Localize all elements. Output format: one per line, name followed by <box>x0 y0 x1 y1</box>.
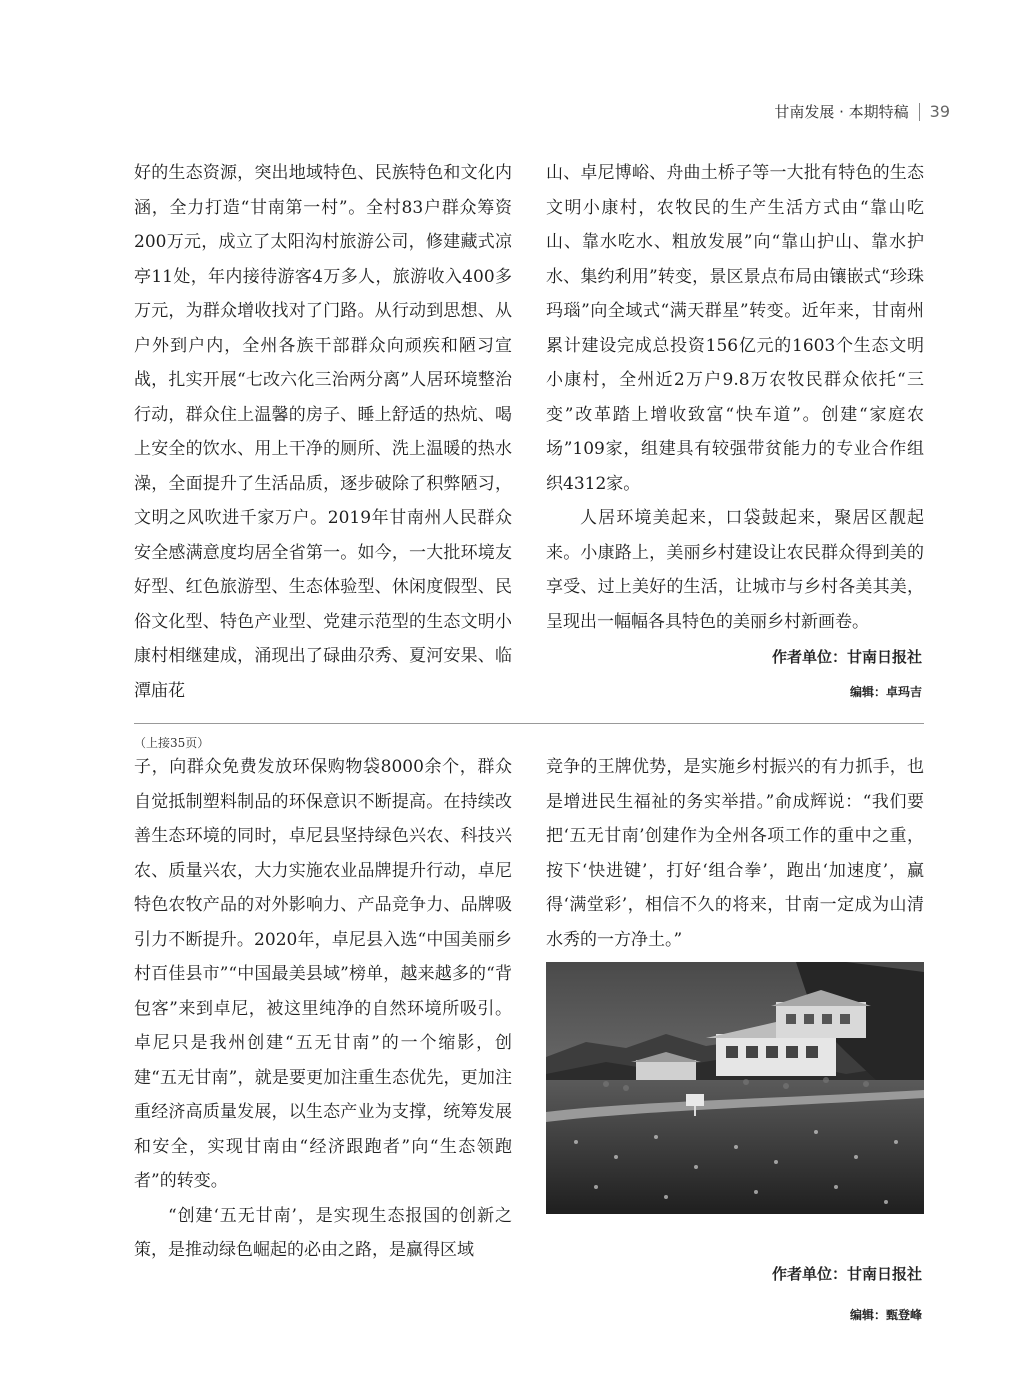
section-title: 甘南发展 · 本期特稿 <box>774 103 909 121</box>
top-left-column <box>134 156 512 708</box>
village-photo <box>546 962 924 1214</box>
page-number: 39 <box>929 102 950 121</box>
bottom-left-column <box>134 750 512 1268</box>
continued-from-note: （上接35页） <box>134 736 210 750</box>
top-editor: 编辑：卓玛吉 <box>849 685 922 699</box>
bottom-left-paragraph-2: “创建‘五无甘南’，是实现生态报国的创新之策，是推动绿色崛起的必由之路，是赢得区域 <box>134 1205 512 1260</box>
village-photo-illustration <box>546 962 924 1214</box>
top-right-paragraph-2: 人居环境美起来，口袋鼓起来，聚居区靓起来。小康路上，美丽乡村建设让农民群众得到美的享受、过上美好的生活，让城市与乡村各美其美，呈现出一幅幅各具特色的美丽乡村新画卷。 <box>546 508 924 632</box>
header-divider <box>919 103 920 121</box>
bottom-editor: 编辑：甄登峰 <box>849 1308 922 1322</box>
top-right-column <box>546 156 924 639</box>
bottom-right-paragraph-1: 竞争的王牌优势，是实施乡村振兴的有力抓手，也是增进民生福祉的务实举措。”俞成辉说：“我们要把‘五无甘南’创建作为全州各项工作的重中之重，按下‘快进键’，打好‘组合拳’，跑出‘加速度’，赢得‘满堂彩’，相信不久的将来，甘南一定成为山清水秀的一方净土。” <box>546 757 924 950</box>
bottom-author-affiliation: 作者单位：甘南日报社 <box>771 1265 922 1283</box>
top-left-paragraph: 好的生态资源，突出地域特色、民族特色和文化内涵，全力打造“甘南第一村”。全村83户群众筹资200万元，成立了太阳沟村旅游公司，修建藏式凉亭11处，年内接待游客4万多人，旅游收入400多万元，为群众增收找对了门路。从行动到思想、从户外到户内，全州各族干部群众向顽疾和陋习宣战，扎实开展“七改六化三治两分离”人居环境整治行动，群众住上温馨的房子、睡上舒适的热炕、喝上安全的饮水、用上干净的厕所、洗上温暖的热水澡，全面提升了生活品质，逐步破除了积弊陋习，文明之风吹进千家万户。2019年甘南州人民群众安全感满意度均居全省第一。如今，一大批环境友好型、红色旅游型、生态体验型、休闲度假型、民俗文化型、特色产业型、党建示范型的生态文明小康村相继建成，涌现出了碌曲尕秀、夏河安果、临潭庙花 <box>134 163 512 701</box>
running-header <box>774 101 950 122</box>
bottom-left-paragraph-1: 子，向群众免费发放环保购物袋8000余个，群众自觉抵制塑料制品的环保意识不断提高。在持续改善生态环境的同时，卓尼县坚持绿色兴农、科技兴农、质量兴农，大力实施农业品牌提升行动，卓尼特色农牧产品的对外影响力、产品竞争力、品牌吸引力不断提升。2020年，卓尼县入选“中国美丽乡村百佳县市”“中国最美县域”榜单，越来越多的“背包客”来到卓尼，被这里纯净的自然环境所吸引。卓尼只是我州创建“五无甘南”的一个缩影，创建“五无甘南”，就是要更加注重生态优先，更加注重经济高质量发展，以生态产业为支撑，统筹发展和安全，实现甘南由“经济跟跑者”向“生态领跑者”的转变。 <box>134 757 512 1191</box>
top-right-paragraph-1: 山、卓尼博峪、舟曲土桥子等一大批有特色的生态文明小康村，农牧民的生产生活方式由“靠山吃山、靠水吃水、粗放发展”向“靠山护山、靠水护水、集约利用”转变，景区景点布局由镶嵌式“珍珠玛瑙”向全域式“满天群星”转变。近年来，甘南州累计建设完成总投资156亿元的1603个生态文明小康村，全州近2万户9.8万农牧民群众依托“三变”改革踏上增收致富“快车道”。创建“家庭农场”109家，组建具有较强带贫能力的专业合作组织4312家。 <box>546 163 924 494</box>
bottom-right-column <box>546 750 924 957</box>
article-divider <box>134 723 924 724</box>
top-author-affiliation: 作者单位：甘南日报社 <box>771 648 922 666</box>
